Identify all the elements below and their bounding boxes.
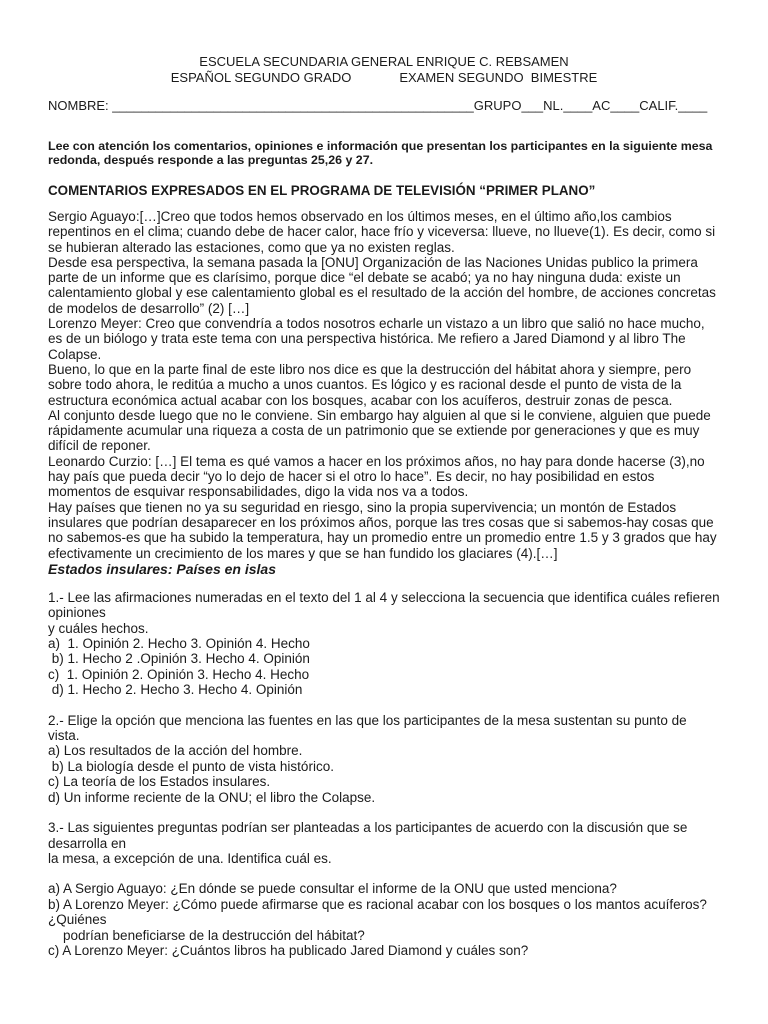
question-2 xyxy=(48,713,720,805)
question-1-option-b: b) 1. Hecho 2 .Opinión 3. Hecho 4. Opinión xyxy=(48,651,310,667)
question-1-prompt-continuation: y cuáles hechos. xyxy=(48,620,149,636)
school-name: ESCUELA SECUNDARIA GENERAL ENRIQUE C. REBSAMEN xyxy=(199,54,569,69)
transcript xyxy=(48,209,720,578)
subject-label: ESPAÑOL SEGUNDO GRADO xyxy=(170,70,352,85)
exam-label: EXAMEN SEGUNDO BIMESTRE xyxy=(399,70,598,85)
question-2-option-c: c) La teoría de los Estados insulares. xyxy=(48,774,271,790)
transcript-paragraph: Leonardo Curzio: […] El tema es qué vamos a hacer en los próximos años, no hay para donde hacerse (3),no hay país que pueda decir “yo lo dejo de hacer si el otro lo hace”. Es decir, no hay posibilidad en estos momentos de esquivar responsabilidades, digo la vida nos va a todos. xyxy=(48,453,705,500)
question-2-options xyxy=(48,743,720,805)
question-1-options xyxy=(48,636,720,698)
question-3-option-b: b) A Lorenzo Meyer: ¿Cómo puede afirmarse que es racional acabar con los bosques o los mantos acuíferos? ¿Quiénes xyxy=(48,896,711,928)
transcript-paragraph: Sergio Aguayo:[…]Creo que todos hemos observado en los últimos meses, en el último año,los cambios repentinos en el clima; cuando debe de hacer calor, hace frío y viceversa: llueve, no llueve(1). Es decir, como si se hubieran alterado las estaciones, como que ya no existen reglas. xyxy=(48,209,716,255)
question-1-option-c: c) 1. Opinión 2. Opinión 3. Hecho 4. Hecho xyxy=(48,666,310,682)
transcript-paragraph: Bueno, lo que en la parte final de este libro nos dice es que la destrucción del hábitat ahora y siempre, pero sobre todo ahora, le reditúa a mucho a unos cuantos. Es lógico y es racional desde el punto de vista de la estructura económica actual acabar con los bosques, acabar con los acuíferos, destruir zonas de pesca. xyxy=(48,361,692,408)
question-3-options xyxy=(48,881,720,958)
exam-subtitle xyxy=(48,70,720,86)
question-1 xyxy=(48,589,724,698)
exam-content xyxy=(48,54,724,958)
question-1-option-a: a) 1. Opinión 2. Hecho 3. Opinión 4. Hecho xyxy=(48,636,310,652)
question-3-option-c: c) A Lorenzo Meyer: ¿Cuántos libros ha publicado Jared Diamond y cuáles son? xyxy=(48,942,529,958)
question-2-prompt: 2.- Elige la opción que menciona las fuentes en las que los participantes de la mesa sustentan su punto de vista. xyxy=(48,712,691,744)
question-1-prompt: 1.- Lee las afirmaciones numeradas en el texto del 1 al 4 y selecciona la secuencia que identifica cuáles refieren opiniones xyxy=(48,589,724,621)
instructions: Lee con atención los comentarios, opiniones e información que presentan los participantes en la siguiente mesa redonda, después responde a las preguntas 25,26 y 27. xyxy=(48,139,713,167)
glossary-note: Estados insulares: Países en islas xyxy=(48,560,277,577)
transcript-paragraph: Desde esa perspectiva, la semana pasada la [ONU] Organización de las Naciones Unidas publico la primera parte de un informe que es clarísimo, porque dice “el debate se acabó; ya no hay ninguna duda: existe un calentamiento global y ese calentamiento global es el resultado de la acción del hombre, de acciones concretas de modelos de desarrollo” (2) […] xyxy=(48,254,716,316)
question-3-prompt: 3.- Las siguientes preguntas podrían ser planteadas a los participantes de acuerdo con la discusión que se desarrolla en xyxy=(48,820,692,851)
question-2-option-d: d) Un informe reciente de la ONU; el libro the Colapse. xyxy=(48,789,376,805)
question-3-prompt-continuation: la mesa, a excepción de una. Identifica cuál es. xyxy=(48,850,332,866)
question-1-option-d: d) 1. Hecho 2. Hecho 3. Hecho 4. Opinión xyxy=(48,682,303,698)
transcript-paragraph: Al conjunto desde luego que no le conviene. Sin embargo hay alguien al que si le conviene, alguien que puede rápidamente acumular una riqueza a costa de un patrimonio que se extiende por generaciones y que es muy difícil de reponer. xyxy=(48,407,711,454)
question-3-option-a: a) A Sergio Aguayo: ¿En dónde se puede consultar el informe de la ONU que usted menciona? xyxy=(48,881,617,897)
question-2-option-b: b) La biología desde el punto de vista histórico. xyxy=(48,758,334,774)
student-info-line: NOMBRE: __________________________________________________GRUPO___NL.____AC____CALIF.____ xyxy=(48,98,708,113)
transcript-paragraph: Lorenzo Meyer: Creo que convendría a todos nosotros echarle un vistazo a un libro que salió no hace mucho, es de un biólogo y trata este tema con una perspectiva histórica. Me refiero a Jared Diamond y al libro The Colapse. xyxy=(48,316,705,362)
question-3 xyxy=(48,820,720,958)
question-2-option-a: a) Los resultados de la acción del hombre. xyxy=(48,743,303,759)
transcript-paragraph: Hay países que tienen no ya su seguridad en riesgo, sino la propia supervivencia; un montón de Estados insulares que podrían desaparecer en los próximos años, porque las tres cosas que si sabemos-hay cosas que no sabemos-es que ha subido la temperatura, hay un promedio entre un promedio entre 1.5 y 3 grados que hay efectivamente un crecimiento de los mares y que se han fundido los glaciares (4).[…] xyxy=(48,499,717,561)
section-heading: COMENTARIOS EXPRESADOS EN EL PROGRAMA DE TELEVISIÓN “PRIMER PLANO” xyxy=(48,183,596,198)
question-3-option-b-continuation: podrían beneficiarse de la destrucción del hábitat? xyxy=(48,927,365,943)
